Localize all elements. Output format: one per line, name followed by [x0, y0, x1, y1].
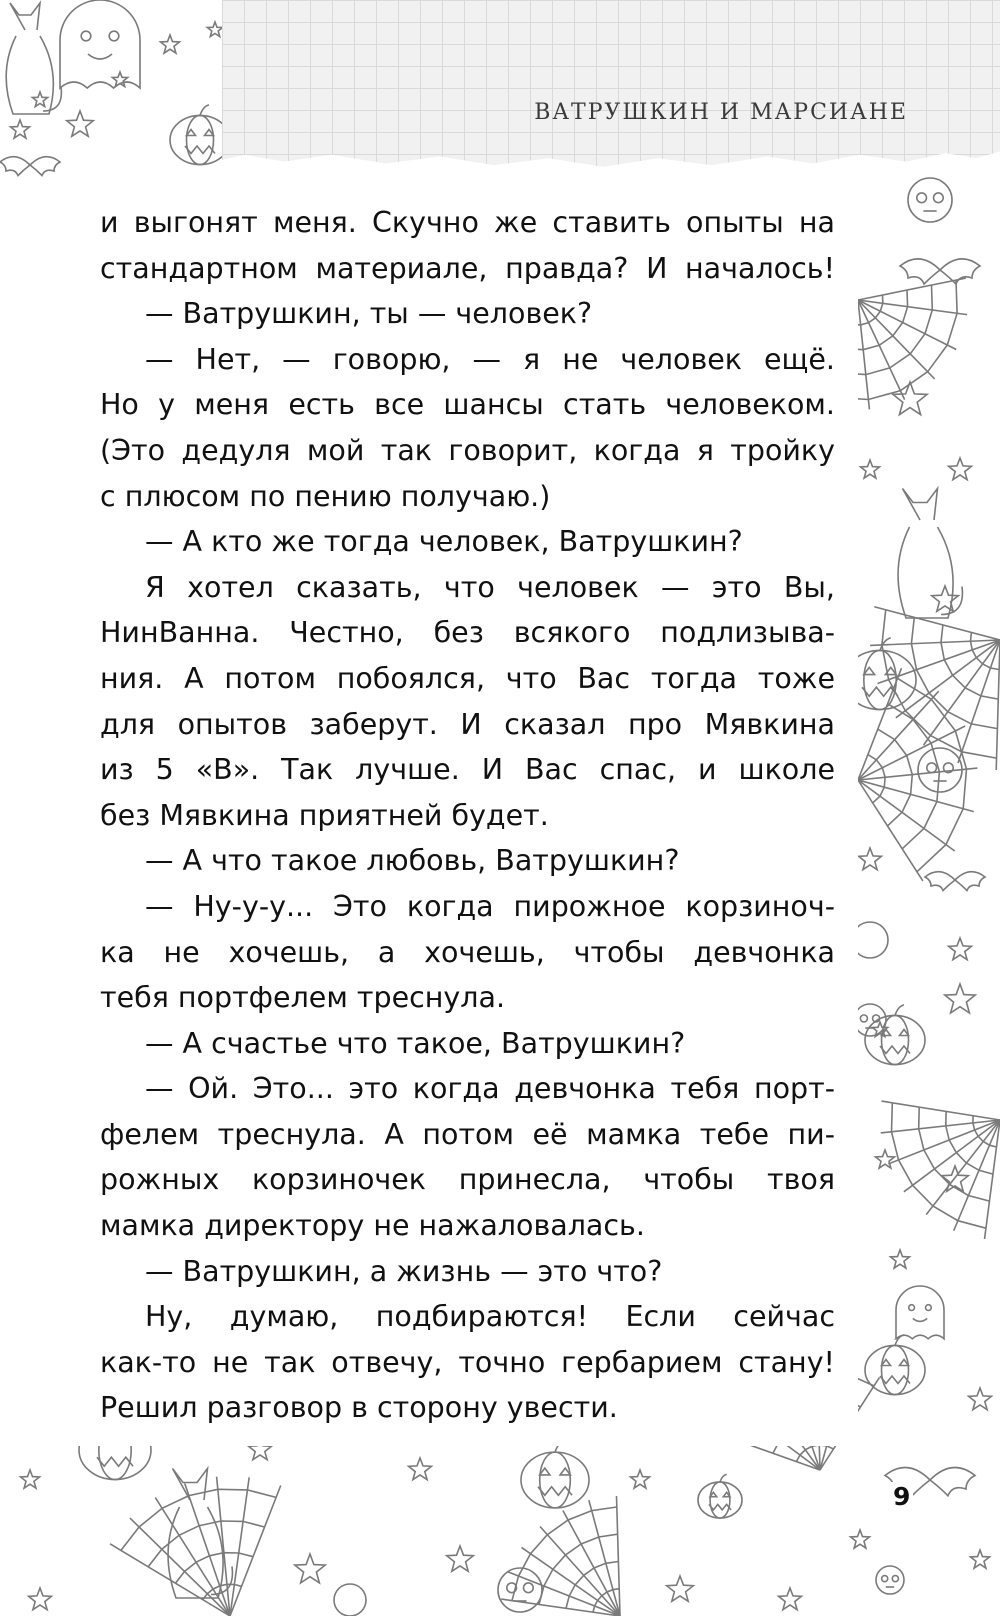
moon-icon — [334, 1584, 366, 1616]
star-icon — [949, 458, 972, 480]
text-line: — А что такое любовь, Ватрушкин? — [145, 844, 680, 878]
cat-icon — [898, 489, 962, 619]
text-line: — Ой. Это... это когда девчонка тебя порт- — [145, 1072, 835, 1106]
text-line: как-то не так отвечу, точно гербарием стану! — [100, 1345, 835, 1379]
ghost-icon — [896, 1286, 944, 1339]
star-icon — [779, 1588, 802, 1610]
star-icon — [409, 1458, 432, 1480]
text-line: ния. А потом побоялся, что Вас тогда тоже — [100, 661, 835, 695]
star-icon — [971, 1550, 990, 1568]
star-icon — [851, 1530, 870, 1548]
star-icon — [891, 1250, 910, 1268]
text-line: рожных корзиночек принесла, чтобы твоя — [100, 1163, 835, 1197]
text-line: для опытов заберут. И сказал про Мявкина — [100, 707, 835, 741]
star-icon — [667, 1576, 694, 1601]
text-line: фелем треснула. А потом её мамка тебе пи- — [100, 1117, 835, 1151]
skull-icon — [854, 1004, 886, 1036]
bat-icon — [0, 157, 60, 176]
star-icon — [859, 848, 882, 870]
star-icon — [447, 1546, 474, 1571]
pumpkin-icon — [170, 105, 230, 165]
spiderweb-icon — [501, 1496, 620, 1616]
star-icon — [21, 1470, 40, 1488]
star-icon — [161, 35, 180, 53]
text-line: — Ну-у-у... Это когда пирожное корзиноч- — [145, 889, 835, 923]
text-line: из 5 «В». Так лучше. И Вас спас, и школе — [100, 753, 835, 787]
star-icon — [861, 460, 880, 478]
text-line: Я хотел сказать, что человек — это Вы, — [145, 570, 835, 604]
ghost-icon — [60, 0, 140, 88]
star-icon — [876, 1150, 895, 1168]
text-line: ка не хочешь, а хочешь, чтобы девчонка — [100, 935, 835, 969]
pumpkin-icon — [698, 1474, 742, 1518]
star-icon — [29, 1588, 52, 1610]
star-icon — [112, 72, 127, 87]
running-head: ВАТРУШКИН И МАРСИАНЕ — [534, 100, 908, 125]
skull-icon — [908, 178, 952, 222]
skull-icon — [876, 1566, 904, 1594]
text-line: — Ватрушкин, а жизнь — это что? — [145, 1254, 663, 1288]
star-icon — [67, 111, 94, 136]
text-line: Ну, думаю, подбираются! Если сейчас — [145, 1300, 835, 1334]
text-line: стандартном материале, правда? И началось! — [100, 251, 835, 285]
spiderweb-icon — [881, 1101, 1000, 1239]
text-line: — А счастье что такое, Ватрушкин? — [145, 1026, 686, 1060]
graph-paper-header — [222, 0, 1000, 172]
star-icon — [11, 120, 30, 138]
text-line: и выгонят меня. Скучно же ставить опыты на — [100, 206, 835, 239]
star-icon — [207, 22, 222, 37]
star-icon — [295, 1554, 325, 1583]
body-text — [100, 200, 835, 1431]
text-line: с плюсом по пению получаю.) — [100, 479, 551, 513]
bat-icon — [925, 872, 985, 891]
text-line: Решил разговор в сторону увести. — [100, 1391, 618, 1425]
text-line: НинВанна. Честно, без всякого подлизыва- — [100, 616, 835, 650]
text-line: — Ватрушкин, ты — человек? — [145, 297, 593, 331]
text-line: Но у меня есть все шансы стать человеком. — [100, 388, 835, 422]
text-line: (Это дедуля мой так говорит, когда я тройку — [100, 433, 835, 467]
star-icon — [631, 1470, 650, 1488]
star-icon — [932, 586, 959, 611]
star-icon — [945, 984, 975, 1013]
bat-icon — [900, 259, 980, 284]
text-line: — А кто же тогда человек, Ватрушкин? — [145, 525, 743, 559]
text-line: без Мявкина приятней будет. — [100, 798, 549, 832]
text-line: мамка директору не нажаловалась. — [100, 1209, 645, 1243]
text-line: тебя портфелем треснула. — [100, 981, 506, 1015]
spiderweb-icon — [110, 1477, 281, 1616]
star-icon — [949, 938, 972, 960]
text-line: — Нет, — говорю, — я не человек ещё. — [145, 342, 835, 376]
star-icon — [32, 92, 47, 107]
star-icon — [969, 1388, 992, 1410]
page-number: 9 — [890, 1482, 913, 1511]
pumpkin-icon — [521, 1440, 589, 1508]
